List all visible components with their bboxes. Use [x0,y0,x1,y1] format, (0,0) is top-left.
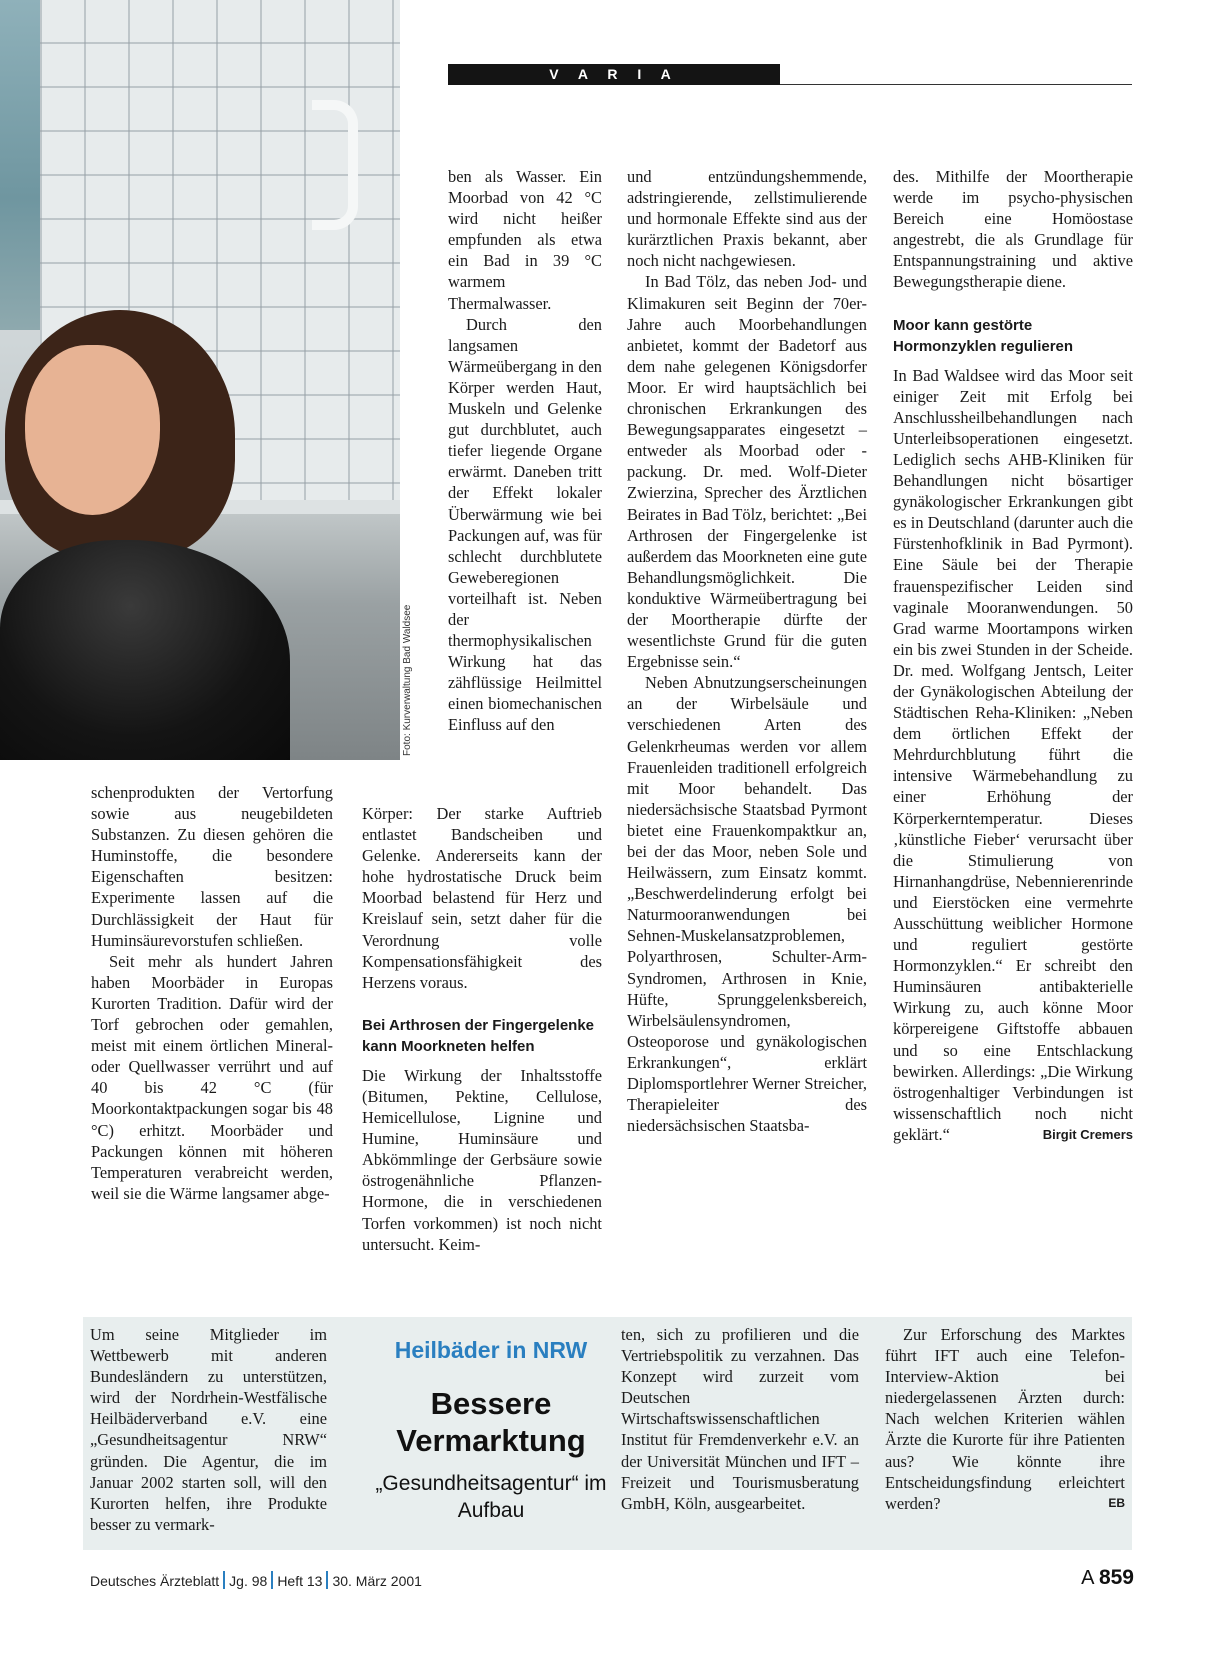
paragraph: Neben Abnutzungserscheinungen an der Wirbelsäule und verschiedenen Arten des Gelenkrheumas werden vor allem Frauenleiden traditionell erfolgreich mit Moor behandelt. Das niedersächsische Staatsbad Pyrmont bietet eine Frauenkompaktkur an, bei der das Moor, neben Sole und Heilwässern, zum Einsatz kommt. „Beschwerdelinderung erfolgt bei Naturmooranwendungen bei Sehnen-Muskelansatzproblemen, Polyarthrosen, Schulter-Arm-Syndromen, Arthrosen in Knie, Hüfte, Sprunggelenksbereich, Wirbelsäulensyndromen, Osteoporose und gynäkologischen Erkrankungen“, erklärt Diplomsportlehrer Werner Streicher, Therapieleiter des niedersächsischen Staatsba- [627,673,867,1136]
paragraph [893,365,1133,1145]
article-column-2-bottom [362,803,602,1255]
header-rule [780,84,1132,85]
article-photo [0,0,400,760]
subheading-hormonzyklen: Moor kann gestörte Hormonzyklen regulieren [893,316,1074,355]
journal-issue: Heft 13 [277,1573,323,1589]
page-footer [90,1571,422,1595]
photo-grab-handle [312,100,358,230]
footer-separator [223,1571,225,1589]
box-column-3 [621,1324,859,1514]
box-paragraph: ten, sich zu profilieren und die Vertriebspolitik zu verzahnen. Das Konzept wird zurzeit vom Deutschen Wirtschaftswissenschaftlichen Institut für Fremdenverkehr e.V. an der Universität München und IFT – Freizeit und Tourismusberatung GmbH, Köln, ausgearbeitet. [621,1325,859,1513]
photo-woman-face [25,345,160,515]
footer-separator [326,1571,328,1589]
article-column-1 [91,782,333,1204]
journal-date: 30. März 2001 [332,1573,422,1589]
journal-name: Deutsches Ärzteblatt [90,1573,220,1589]
paragraph: Die Wirkung der Inhaltsstoffe (Bitumen, Pektine, Cellulose, Hemicellulose, Lignine und Humine, Huminsäure und Abkömmlinge der Gerbsäure sowie östrogenähnliche Pflanzen-Hormone, die in verschiedenen Torfen vorkommen) ist noch nicht untersucht. Keim- [362,1065,602,1254]
subheading-arthrosen: Bei Arthrosen der Fingergelenke kann Moorkneten helfen [362,1016,595,1055]
box-author: EB [1108,1495,1125,1510]
article-column-3 [627,166,867,1136]
author-byline: Birgit Cremers [1042,1126,1133,1142]
box-kicker: Heilbäder in NRW [394,1337,588,1363]
paragraph: des. Mithilfe der Moortherapie werde im psycho-physischen Bereich eine Homöostase angestrebt, die als Grundlage für Entspannungstraining und aktive Bewegungstherapie diene. [893,167,1133,292]
paragraph: schenprodukten der Vertorfung sowie aus neugebildeten Substanzen. Zu diesen gehören die Huminstoffe, die besondere Eigenschaften besitzen: Experimente lassen auf die Durchlässigkeit der Haut für Huminsäurevorstufen schließen. [91,783,333,950]
paragraph: In Bad Tölz, das neben Jod- und Klimakuren seit Beginn der 70er-Jahre auch Moorbehandlungen anbietet, kommt der Badetorf aus dem nahe gelegenen Königsdorfer Moor. Er wird hauptsächlich bei chronischen Erkrankungen des Bewegungsapparates eingesetzt – entweder als Moorbad oder -packung. Dr. med. Wolf-Dieter Zwierzina, Sprecher des Ärztlichen Beirates in Bad Tölz, berichtet: „Bei Arthrosen der Fingergelenke ist außerdem das Moorkneten eine gute Behandlungsmöglichkeit. Die konduktive Wärmeübertragung bei der Moortherapie dürfte der wesentlichste Grund für die guten Ergebnisse sein.“ [627,272,867,672]
page-number-value: 859 [1098,1566,1134,1589]
paragraph: und entzündungshemmende, adstringierende, zellstimulierende und hormonale Effekte sind aus der kurärztlichen Praxis bekannt, aber noch nicht nachgewiesen. [627,167,867,271]
paragraph: ben als Wasser. Ein Moorbad von 42 °C wird nicht heißer empfunden als etwa ein Bad in 39 °C warmem Thermalwasser. [448,167,602,313]
box-paragraph: Um seine Mitglieder im Wettbewerb mit anderen Bundesländern zu unterstützen, wird der Nordrhein-Westfälische Heilbäderverband e.V. eine „Gesundheitsagentur NRW“ gründen. Die Agentur, die im Januar 2002 starten soll, will den Kurorten helfen, ihre Produkte besser zu vermark- [90,1325,327,1534]
page-number [1081,1566,1134,1590]
box-title: Bessere Vermarktung [396,1386,586,1458]
paragraph-text: In Bad Waldsee wird das Moor seit einiger Zeit mit Erfolg bei Anschlussheilbehandlungen nach Unterleibsoperationen eingesetzt. Lediglich sechs AHB-Kliniken für Behandlungen nicht bösartiger gynäkologischer Erkrankungen gibt es in Deutschland (darunter auch die Fürstenhofklinik in Bad Pyrmont). Eine Säule bei der Therapie frauenspezifischer Leiden sind vaginale Mooranwendungen. 50 Grad warme Moortampons wirken ein bis zwei Stunden in der Scheide. Dr. med. Wolfgang Jentsch, Leiter der Gynäkologischen Abteilung der Städtischen Reha-Kliniken: „Neben dem örtlichen Effekt der Mehrdurchblutung führt die intensive Wärmebehandlung zu einer Erhöhung der Körperkerntemperatur. Dieses ‚künstliche Fieber‘ verursacht über die Stimulierung von Hirnanhangdrüse, Nebennierenrinde und Eierstöcken eine vermehrte Ausschüttung weiblicher Hormone und reguliert gestörte Hormonzyklen.“ Er schreibt den Huminsäuren antibakterielle Wirkung zu, auch könne Moor körpereigene Giftstoffe abbauen und so eine Entschlackung bewirken. Allerdings: „Die Wirkung östrogenhaltiger Verbindungen ist wissenschaftlich noch nicht geklärt.“ [893,365,1133,1144]
box-paragraph: Zur Erforschung des Marktes führt IFT auch eine Telefon-Interview-Aktion bei niedergelassenen Ärzten durch: Nach welchen Kriterien wählen Ärzte die Kurorte für ihre Patienten aus? Wie könnte ihre Entscheidungsfindung erleichtert werden? [885,1325,1125,1513]
box-column-1 [90,1324,327,1535]
box-subtitle: „Gesundheitsagentur“ im Aufbau [375,1472,607,1522]
article-column-2-top [448,166,602,736]
paragraph: Körper: Der starke Auftrieb entlastet Bandscheiben und Gelenke. Andererseits kann der hohe hydrostatische Druck beim Moorbad belastend für Herz und Kreislauf sein, setzt daher für die Verordnung volle Kompensationsfähigkeit des Herzens voraus. [362,804,602,992]
journal-volume: Jg. 98 [229,1573,268,1589]
page-prefix: A [1081,1567,1094,1589]
paragraph: Seit mehr als hundert Jahren haben Moorbäder in Europas Kurorten Tradition. Dafür wird der Torf gebrochen oder gemahlen, meist mit einem örtlichen Mineral- oder Quellwasser verrührt und auf 40 bis 42 °C (für Moorkontaktpackungen sogar bis 48 °C) erhitzt. Moorbäder und Packungen können mit höheren Temperaturen verabreicht werden, weil sie die Wärme langsamer abge- [91,951,333,1203]
photo-credit: Foto: Kurverwaltung Bad Waldsee [402,604,413,756]
footer-separator [271,1571,273,1589]
box-column-4 [885,1324,1125,1514]
section-label: V A R I A [549,66,679,82]
paragraph: Durch den langsamen Wärmeübergang in den Körper werden Haut, Muskeln und Gelenke gut durchblutet, auch tiefer liegende Organe erwärmt. Daneben tritt der Effekt lokaler Überwärmung wie bei Packungen auf, was für schlecht durchblutete Geweberegionen vorteilhaft ist. Neben der thermophysikalischen Wirkung hat das zähflüssige Heilmittel einen biomechanischen Einfluss auf den [448,314,602,735]
article-column-4 [893,166,1133,1145]
